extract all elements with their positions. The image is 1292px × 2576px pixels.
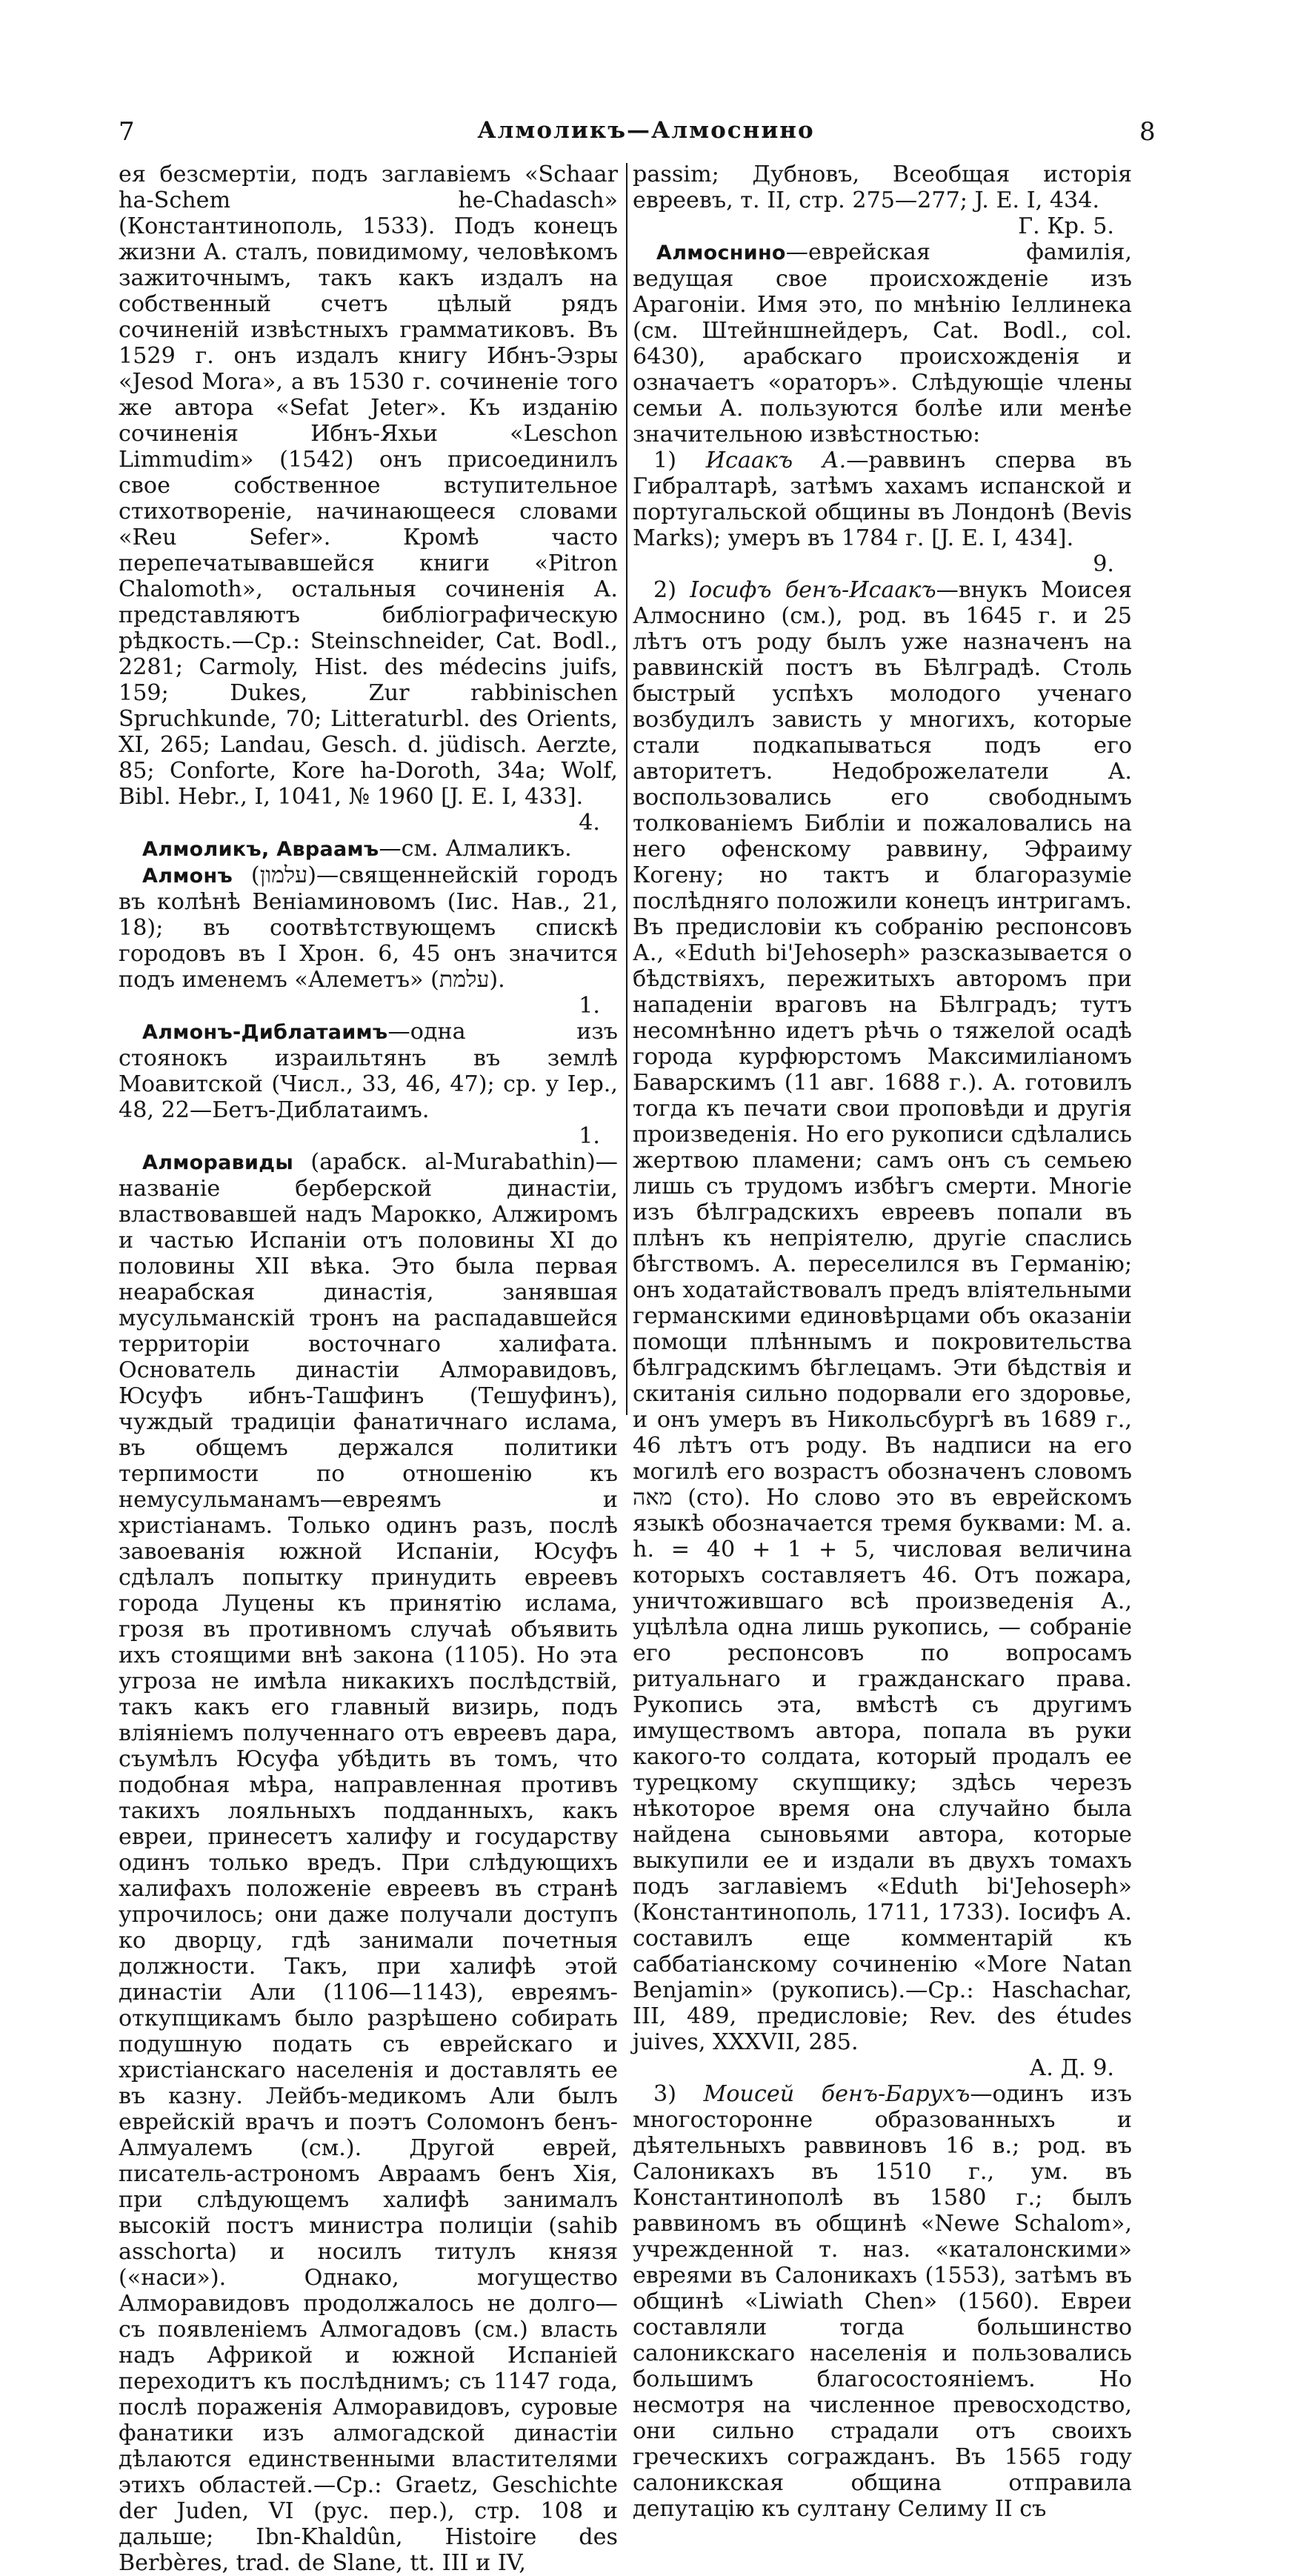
entry-almolik-avraam bbox=[119, 836, 618, 862]
entry-text: —внукъ Моисея Алмоснино (см.), род. въ 1645 г. и 25 лѣтъ отъ роду былъ уже назначенъ на раввинскій постъ въ Бѣлградѣ. Столь быстрый успѣхъ молодого ученаго возбудилъ зависть у многихъ, которые стали подкапываться подъ его авторитетъ. Недоброжелатели А. воспользовались его свободнымъ толкованіемъ Библіи и пожаловались на него офенскому раввину, Эфраиму Когену; но тактъ и благоразуміе послѣдняго положили конецъ интригамъ. Въ предисловіи къ собранію респонсовъ А., «Eduth bi'Jehoseph» разсказывается о бѣдствіяхъ, пережитыхъ авторомъ при нападеніи враговъ на Бѣлградъ; тутъ несомнѣнно идетъ рѣчь о тяжелой осадѣ города курфюрстомъ Максимиліаномъ Баварскимъ (11 авг. 1688 г.). А. готовилъ тогда къ печати свои проповѣди и другія произведенія. Но его рукописи сдѣлались жертвою пламени; самъ онъ съ семьею лишь съ трудомъ избѣгъ смерти. Многіе изъ бѣлградскихъ евреевъ попали въ плѣнъ къ непріятелю, другіе спаслись бѣгствомъ. А. переселился въ Германію; онъ ходатайствовалъ предъ вліятельными германскими единовѣрцами объ оказаніи помощи плѣннымъ и покровительства бѣлградскимъ бѣглецамъ. Эти бѣдствія и скитанія сильно подорвали его здоровье, и онъ умеръ въ Никольсбургѣ въ 1689 г., 46 лѣтъ отъ роду. Въ надписи на его могилѣ его возрастъ обозначенъ словомъ מאה (сто). Но слово это въ еврейскомъ языкѣ обозначается тремя буквами: М. а. h. = 40 + 1 + 5, числовая величина которыхъ составляетъ 46. Отъ пожара, уничтожившаго всѣ произведенія А., уцѣлѣла одна лишь рукопись, — собраніе его респонсовъ по вопросамъ ритуальнаго и гражданскаго права. Рукопись эта, вмѣстѣ съ другимъ имуществомъ автора, попала въ руки какого-то солдата, который продалъ ее турецкому скупщику; здѣсь черезъ нѣкоторое время она случайно была найдена сыновьями автора, которые выкупили ее и издали въ двухъ томахъ подъ заглавіемъ «Eduth bi'Jehoseph» (Константинополь, 1711, 1733). Іосифъ А. составилъ еще комментарій къ саббатіанскому сочиненію «More Natan Benjamin» (рукопись).—Ср.: Haschachar, III, 489, предисловіе; Rev. des études juives, XXXVII, 285. bbox=[633, 577, 1132, 2055]
headword: Алмоснино bbox=[656, 242, 786, 264]
entry-text: —еврейская фамилія, ведущая свое происхожденіе изъ Арагоніи. Имя это, по мнѣнію Іеллинека (см. Штейншнейдеръ, Cat. Bodl., col. 6430), арабскаго происхожденія и означаетъ «ораторъ». Слѣдующіе члены семьи А. пользуются болѣе или менѣе значительною извѣстностью: bbox=[633, 239, 1132, 447]
entry-text: —одна изъ стоянокъ израильтянъ въ землѣ Моавитской (Числ., 33, 46, 47); ср. у Іер., 48, 22—Бетъ-Диблатаимъ. bbox=[119, 1019, 618, 1123]
entry-text: —одинъ изъ многосторонне образованныхъ и дѣятельныхъ раввиновъ 16 в.; род. въ Салоникахъ въ 1510 г., ум. въ Константинополѣ въ 1580 г.; былъ раввиномъ въ общинѣ «Newe Schalom», учрежденной т. наз. «каталонскими» евреями въ Салоникахъ (1553), затѣмъ въ общинѣ «Liwiath Chen» (1560). Евреи составляли тогда большинство салоникскаго населенія и пользовались большимъ благосостояніемъ. Но несмотря на численное превосходство, они сильно страдали отъ своихъ греческихъ согражданъ. Въ 1565 году салоникская община отправила депутацію къ султану Селиму II съ bbox=[633, 2081, 1132, 2522]
page-number-left: 7 bbox=[119, 117, 136, 147]
author-signature: Г. Кр. 5. bbox=[1018, 213, 1114, 239]
headword: Алмонъ bbox=[142, 865, 233, 888]
entry-text: ея безсмертіи, подъ заглавіемъ «Schaar ha-Schem he-Chadasch» (Константинополь, 1533). Подъ конецъ жизни А. сталъ, повидимому, человѣкомъ зажиточнымъ, такъ какъ издалъ на собственный счетъ цѣлый рядъ сочиненій извѣстныхъ грамматиковъ. Въ 1529 г. онъ издалъ книгу Ибнъ-Эзры «Jesod Mora», а въ 1530 г. сочиненіе того же автора «Sefat Jeter». Къ изданію сочиненія Ибнъ-Яхьи «Leschon Limmudim» (1542) онъ присоединилъ свое собственное вступительное стихотвореніе, начинающееся словами «Reu Sefer». Кромѣ часто перепечатывавшейся книги «Pitron Chalomoth», остальныя сочиненія А. представляютъ библіографическую рѣдкость.—Ср.: Steinschneider, Cat. Bodl., 2281; Carmoly, Hist. des médecins juifs, 159; Dukes, Zur rabbinischen Spruchkunde, 70; Litteraturbl. des Orients, XI, 265; Landau, Gesch. d. jüdisch. Aerzte, 85; Conforte, Kore ha-Doroth, 34a; Wolf, Bibl. Hebr., I, 1041, № 1960 [J. E. I, 433]. bbox=[119, 162, 618, 810]
subentry-isaak bbox=[633, 447, 1132, 577]
subentry-name: Моисей бенъ-Барухъ bbox=[703, 2081, 970, 2107]
author-signature: 4. bbox=[579, 810, 600, 836]
subentry-number: 1) bbox=[653, 447, 706, 473]
left-column bbox=[119, 162, 618, 2576]
author-signature: 1. bbox=[579, 993, 600, 1019]
headword: Алморавиды bbox=[142, 1151, 294, 1174]
entry-almoravids bbox=[119, 1149, 618, 2576]
headword: Алмонъ-Диблатаимъ bbox=[142, 1021, 388, 1044]
entry-text: (арабск. al-Murabathin)—названіе берберской династіи, властвовавшей надъ Марокко, Алжиромъ и частью Испаніи отъ половины XI до половины XII вѣка. Это была первая неарабская династія, занявшая мусульманскій тронъ на распадавшейся территоріи восточнаго халифата. Основатель династіи Алморавидовъ, Юсуфъ ибнъ-Ташфинъ (Тешуфинъ), чуждый традиціи фанатичнаго ислама, въ общемъ держался политики терпимости по отношенію къ немусульманамъ—евреямъ и христіанамъ. Только одинъ разъ, послѣ завоеванія южной Испаніи, Юсуфъ сдѣлалъ попытку принудить евреевъ города Луцены къ принятію ислама, грозя въ противномъ случаѣ объявить ихъ стоящими внѣ закона (1105). Но эта угроза не имѣла никакихъ послѣдствій, такъ какъ его главный визирь, подъ вліяніемъ полученнаго отъ евреевъ дара, съумѣлъ Юсуфа убѣдить въ томъ, что подобная мѣра, направленная противъ такихъ лояльныхъ подданныхъ, какъ евреи, принесетъ халифу и государству одинъ только вредъ. При слѣдующихъ халифахъ положеніе евреевъ въ странѣ упрочилось; они даже получали доступъ ко дворцу, гдѣ занимали почетныя должности. Такъ, при халифѣ этой династіи Али (1106—1143), евреямъ-откупщикамъ было разрѣшено собирать подушную подать съ еврейскаго и христіанскаго населенія и доставлять ее въ казну. Лейбъ-медикомъ Али былъ еврейскій врачъ и поэтъ Соломонъ бенъ-Алмуалемъ (см.). Другой еврей, писатель-астрономъ Авраамъ бенъ Хія, при слѣдующемъ халифѣ занималъ высокій постъ министра полиціи (sahib asschorta) и носилъ титулъ князя («наси»). Однако, могущество Алморавидовъ продолжалось не долго—съ появленіемъ Алмогадовъ (см.) власть надъ Африкой и южной Испаніей переходитъ къ послѣднимъ; съ 1147 года, послѣ пораженія Алморавидовъ, суровые фанатики изъ алмогадской династіи дѣлаются единственными властителями этихъ областей.—Ср.: Graetz, Geschichte der Juden, VI (рус. пер.), стр. 108 и дальше; Ibn-Khaldûn, Histoire des Berbères, trad. de Slane, tt. III и IV, bbox=[119, 1149, 618, 2576]
subentry-number: 3) bbox=[653, 2081, 704, 2107]
entry-text: (עלמון)—священнейскій городъ въ колѣнѣ Веніаминовомъ (Іис. Нав., 21, 18); въ соотвѣтствующемъ спискѣ городовъ въ I Хрон. 6, 45 онъ значится подъ именемъ «Алеметъ» (עלמת). bbox=[119, 862, 619, 993]
entry-almon-diblataim bbox=[119, 1019, 618, 1149]
headword: Алмоликъ, Авраамъ bbox=[142, 838, 379, 861]
page-number-right: 8 bbox=[1139, 117, 1156, 147]
subentry-moisei bbox=[633, 2081, 1132, 2522]
subentry-name: Іосифъ бенъ-Исаакъ bbox=[690, 577, 936, 603]
author-signature: 1. bbox=[579, 1123, 600, 1149]
entry-text: passim; Дубновъ, Всеобщая исторія евреевъ, т. II, стр. 275—277; J. E. I, 434. bbox=[633, 162, 1132, 213]
entry-almosnino bbox=[633, 239, 1132, 447]
entry-text: —см. Алмаликъ. bbox=[379, 836, 572, 862]
author-signature: А. Д. 9. bbox=[1029, 2055, 1114, 2081]
page-header bbox=[0, 0, 1292, 148]
author-signature: 9. bbox=[1093, 551, 1114, 577]
right-column bbox=[633, 162, 1132, 2522]
column-divider bbox=[626, 163, 627, 1415]
entry-text: —раввинъ сперва въ Гибралтарѣ, затѣмъ хахамъ испанской и португальской общины въ Лондонѣ (Bevis Marks); умеръ въ 1784 г. [J. E. I, 434]. bbox=[633, 447, 1132, 551]
running-title: Алмоликъ—Алмоснино bbox=[477, 117, 815, 144]
subentry-iosif bbox=[633, 577, 1132, 2081]
entry-continuation bbox=[119, 162, 618, 836]
entry-almon bbox=[119, 862, 618, 1019]
subentry-number: 2) bbox=[653, 577, 690, 603]
entry-continuation bbox=[633, 162, 1132, 239]
subentry-name: Исаакъ А. bbox=[705, 447, 847, 473]
